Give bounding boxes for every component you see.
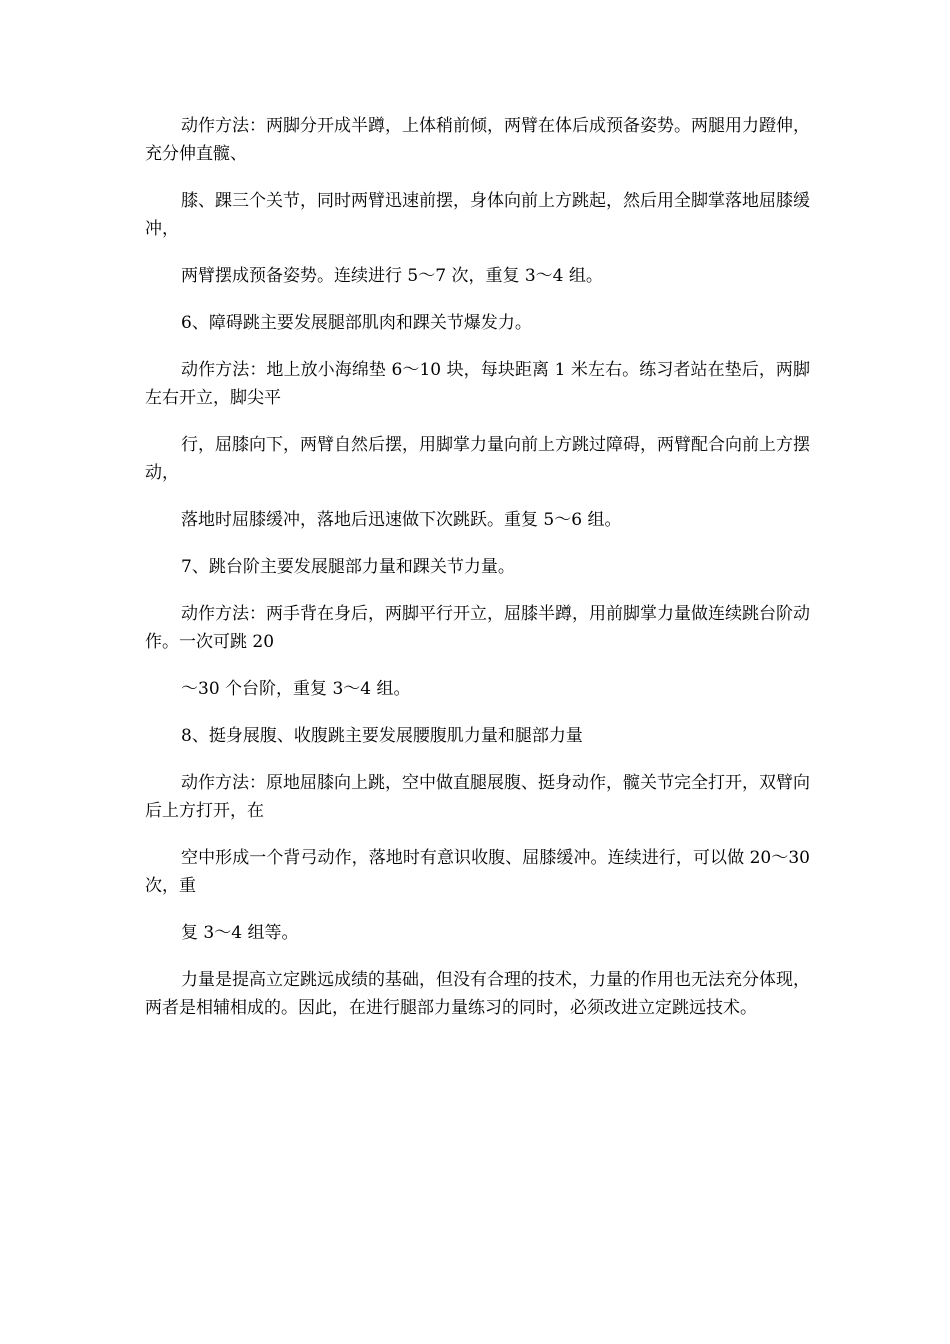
paragraph: 动作方法：地上放小海绵垫 6～10 块，每块距离 1 米左右。练习者站在垫后，两脚左右开立，脚尖平 [145, 360, 810, 408]
document-body [145, 112, 810, 1041]
section-heading-6: 6、障碍跳主要发展腿部肌肉和踝关节爆发力。 [181, 313, 532, 333]
paragraph: 动作方法：两脚分开成半蹲，上体稍前倾，两臂在体后成预备姿势。两腿用力蹬伸，充分伸直髋、 [145, 116, 810, 164]
paragraph: 动作方法：原地屈膝向上跳，空中做直腿展腹、挺身动作，髋关节完全打开，双臂向后上方打开，在 [145, 773, 810, 821]
paragraph: 复 3～4 组等。 [181, 923, 299, 943]
paragraph: 行，屈膝向下，两臂自然后摆，用脚掌力量向前上方跳过障碍，两臂配合向前上方摆动， [145, 435, 810, 483]
paragraph: 空中形成一个背弓动作，落地时有意识收腹、屈膝缓冲。连续进行，可以做 20～30 次，重 [145, 848, 810, 896]
paragraph: 落地时屈膝缓冲，落地后迅速做下次跳跃。重复 5～6 组。 [181, 510, 622, 530]
section-heading-8: 8、挺身展腹、收腹跳主要发展腰腹肌力量和腿部力量 [181, 726, 583, 746]
conclusion-paragraph: 力量是提高立定跳远成绩的基础，但没有合理的技术，力量的作用也无法充分体现，两者是相辅相成的。因此，在进行腿部力量练习的同时，必须改进立定跳远技术。 [145, 970, 810, 1018]
paragraph: 两臂摆成预备姿势。连续进行 5～7 次，重复 3～4 组。 [181, 266, 603, 286]
section-heading-7: 7、跳台阶主要发展腿部力量和踝关节力量。 [181, 557, 515, 577]
paragraph: ～30 个台阶，重复 3～4 组。 [181, 679, 411, 699]
paragraph: 膝、踝三个关节，同时两臂迅速前摆，身体向前上方跳起，然后用全脚掌落地屈膝缓冲， [145, 191, 810, 239]
paragraph: 动作方法：两手背在身后，两脚平行开立，屈膝半蹲，用前脚掌力量做连续跳台阶动作。一次可跳 20 [145, 604, 810, 652]
